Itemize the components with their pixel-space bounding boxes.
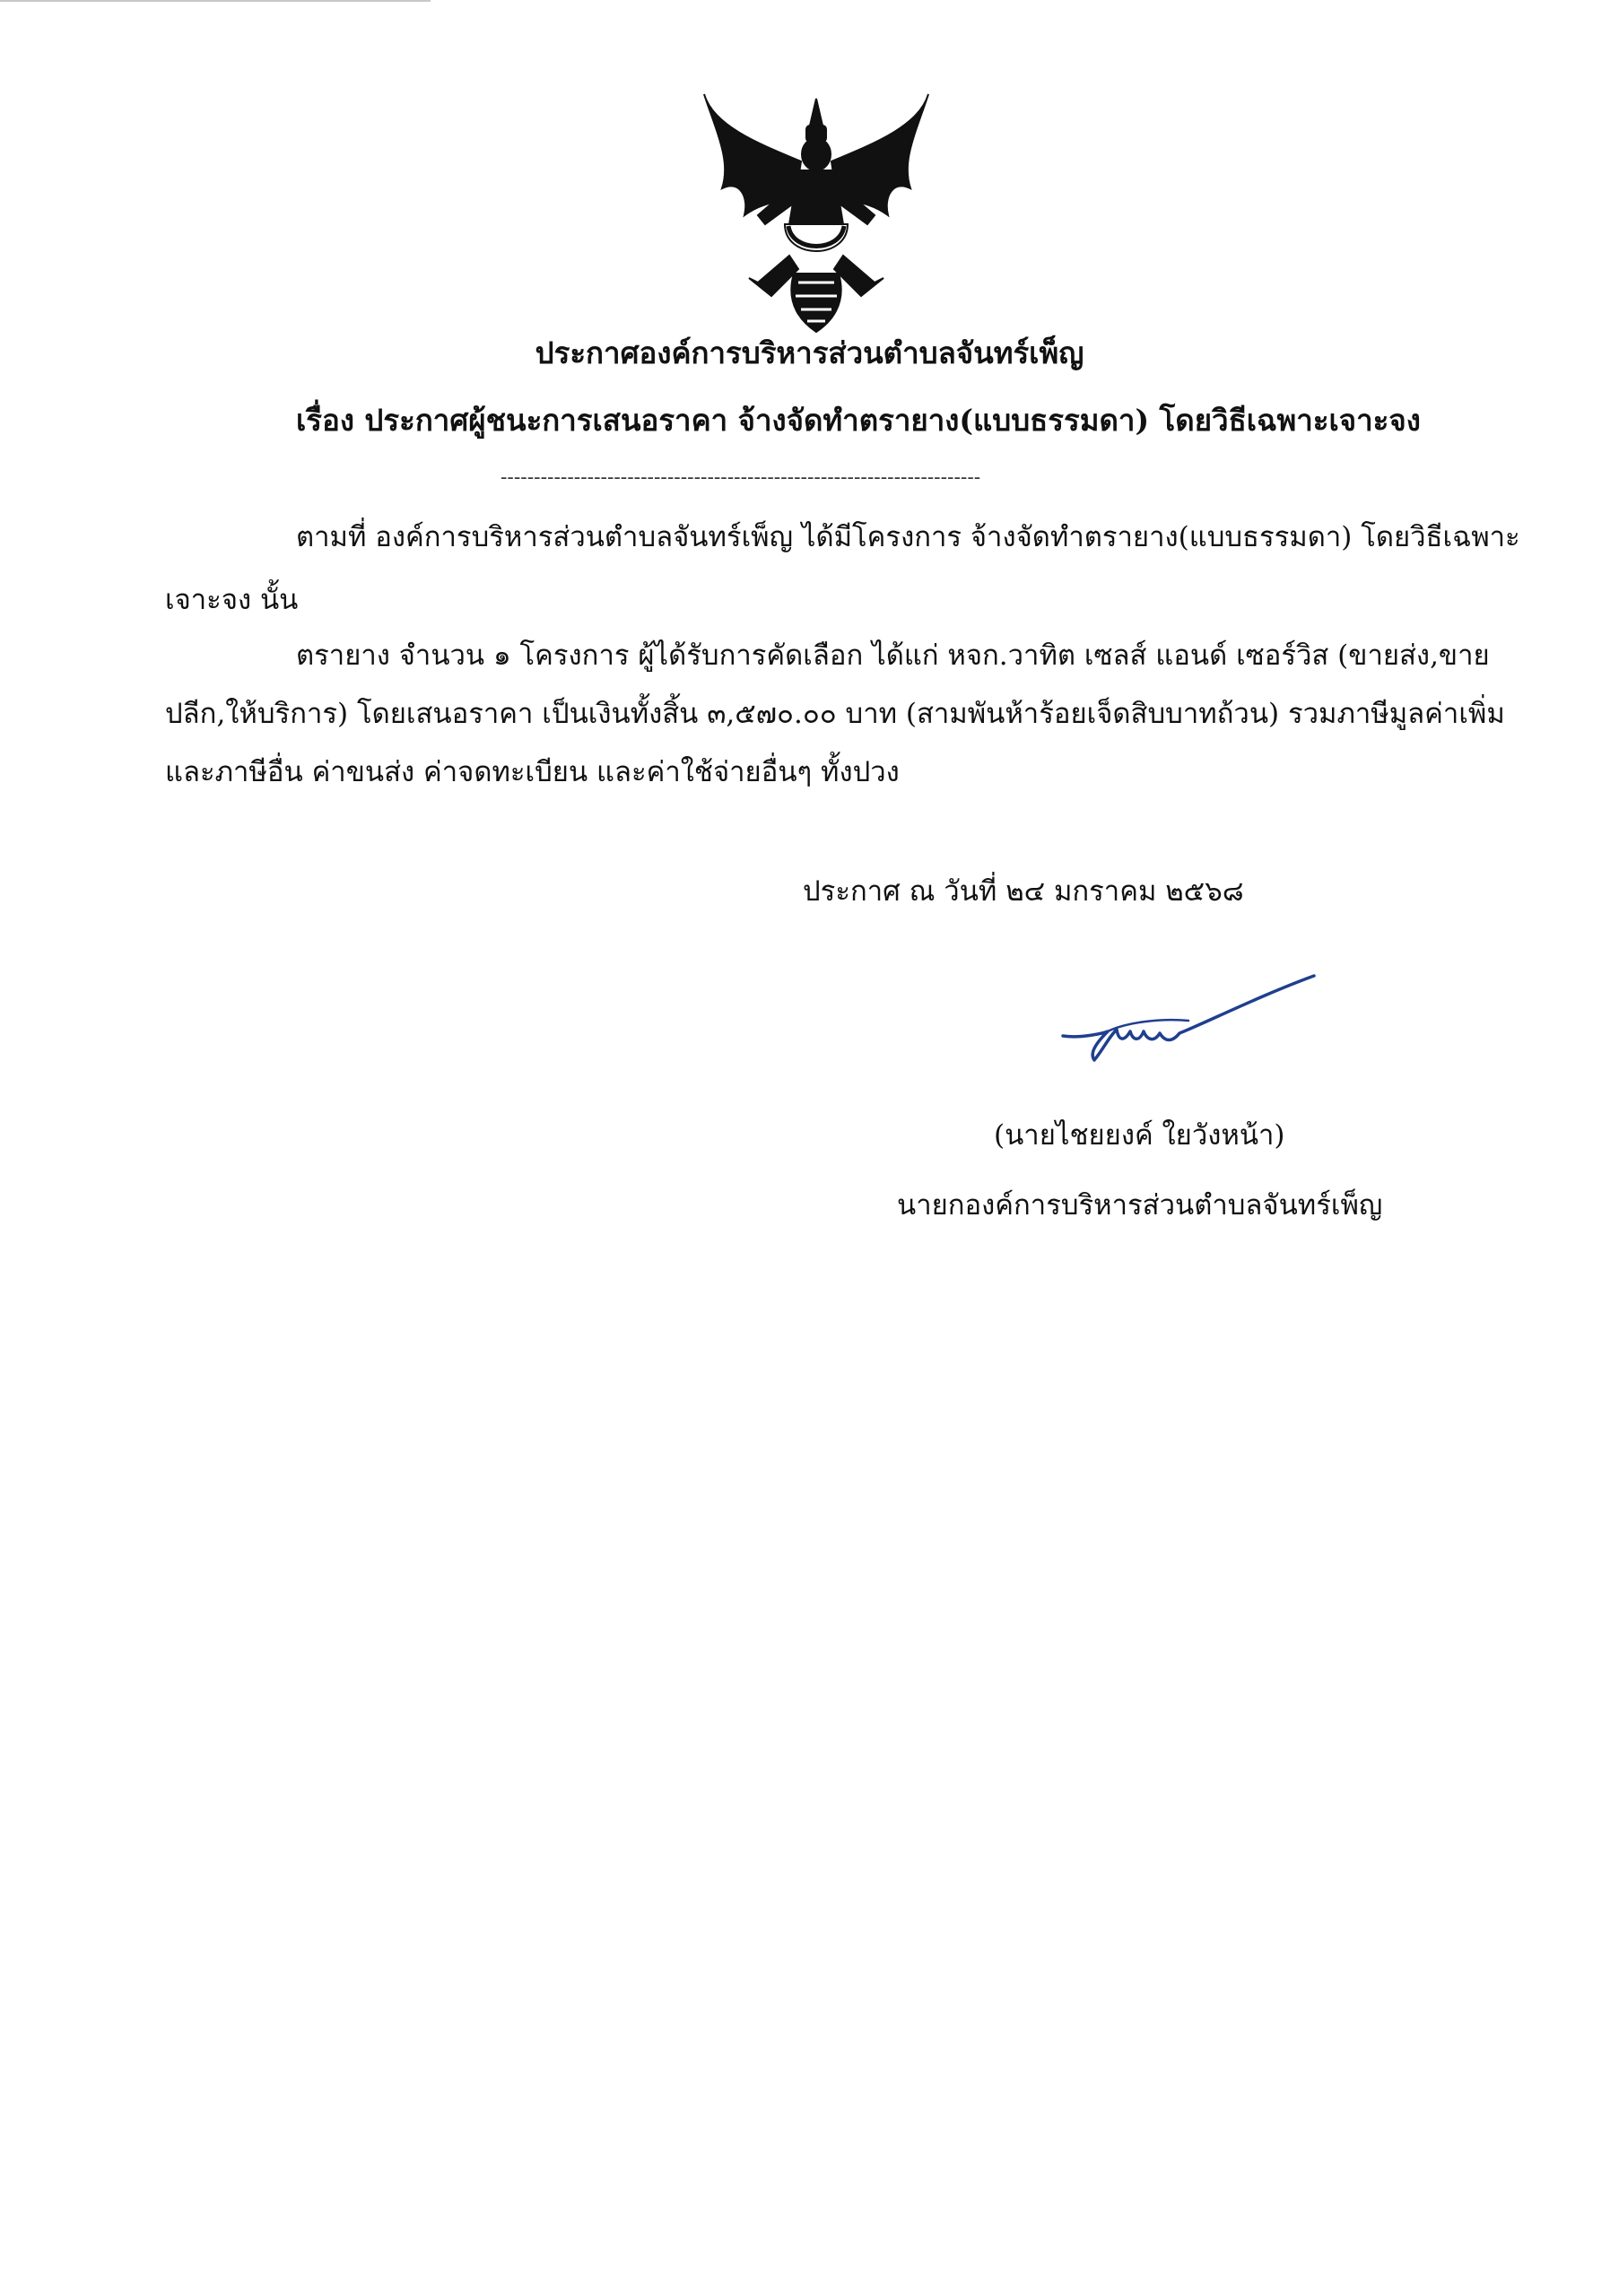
signature-image xyxy=(1054,969,1323,1067)
scan-edge-line xyxy=(0,0,431,2)
paragraph-1-line-2: เจาะจง นั้น xyxy=(165,584,299,616)
signer-name: (นายไชยยงค์ ใยวังหน้า) xyxy=(994,1119,1285,1152)
divider-line: ------------------------------------------------------------------------ xyxy=(500,466,981,489)
signer-position: นายกองค์การบริหารส่วนตำบลจันทร์เพ็ญ xyxy=(897,1189,1383,1222)
paragraph-2-line-3: และภาษีอื่น ค่าขนส่ง ค่าจดทะเบียน และค่าใช้จ่ายอื่นๆ ทั้งปวง xyxy=(165,756,900,788)
paragraph-2-line-2: ปลีก,ให้บริการ) โดยเสนอราคา เป็นเงินทั้งสิ้น ๓,๕๗๐.๐๐ บาท (สามพันห้าร้อยเจ็ดสิบบาทถ้วน) รวมภาษีมูลค่าเพิ่ม xyxy=(165,698,1505,730)
announcement-title: ประกาศองค์การบริหารส่วนตำบลจันทร์เพ็ญ xyxy=(535,335,1084,370)
paragraph-1-line-1: ตามที่ องค์การบริหารส่วนตำบลจันทร์เพ็ญ ได้มีโครงการ จ้างจัดทำตรายาง(แบบธรรมดา) โดยวิธีเฉพาะ xyxy=(296,521,1520,553)
announcement-subject: เรื่อง ประกาศผู้ชนะการเสนอราคา จ้างจัดทำตรายาง(แบบธรรมดา) โดยวิธีเฉพาะเจาะจง xyxy=(296,403,1421,438)
announcement-date: ประกาศ ณ วันที่ ๒๔ มกราคม ๒๕๖๘ xyxy=(803,875,1244,908)
paragraph-2-line-1: ตรายาง จำนวน ๑ โครงการ ผู้ได้รับการคัดเลือก ได้แก่ หจก.วาทิต เซลส์ แอนด์ เซอร์วิส (ขายส่ง,ขาย xyxy=(296,639,1490,672)
garuda-emblem-icon xyxy=(695,90,937,336)
